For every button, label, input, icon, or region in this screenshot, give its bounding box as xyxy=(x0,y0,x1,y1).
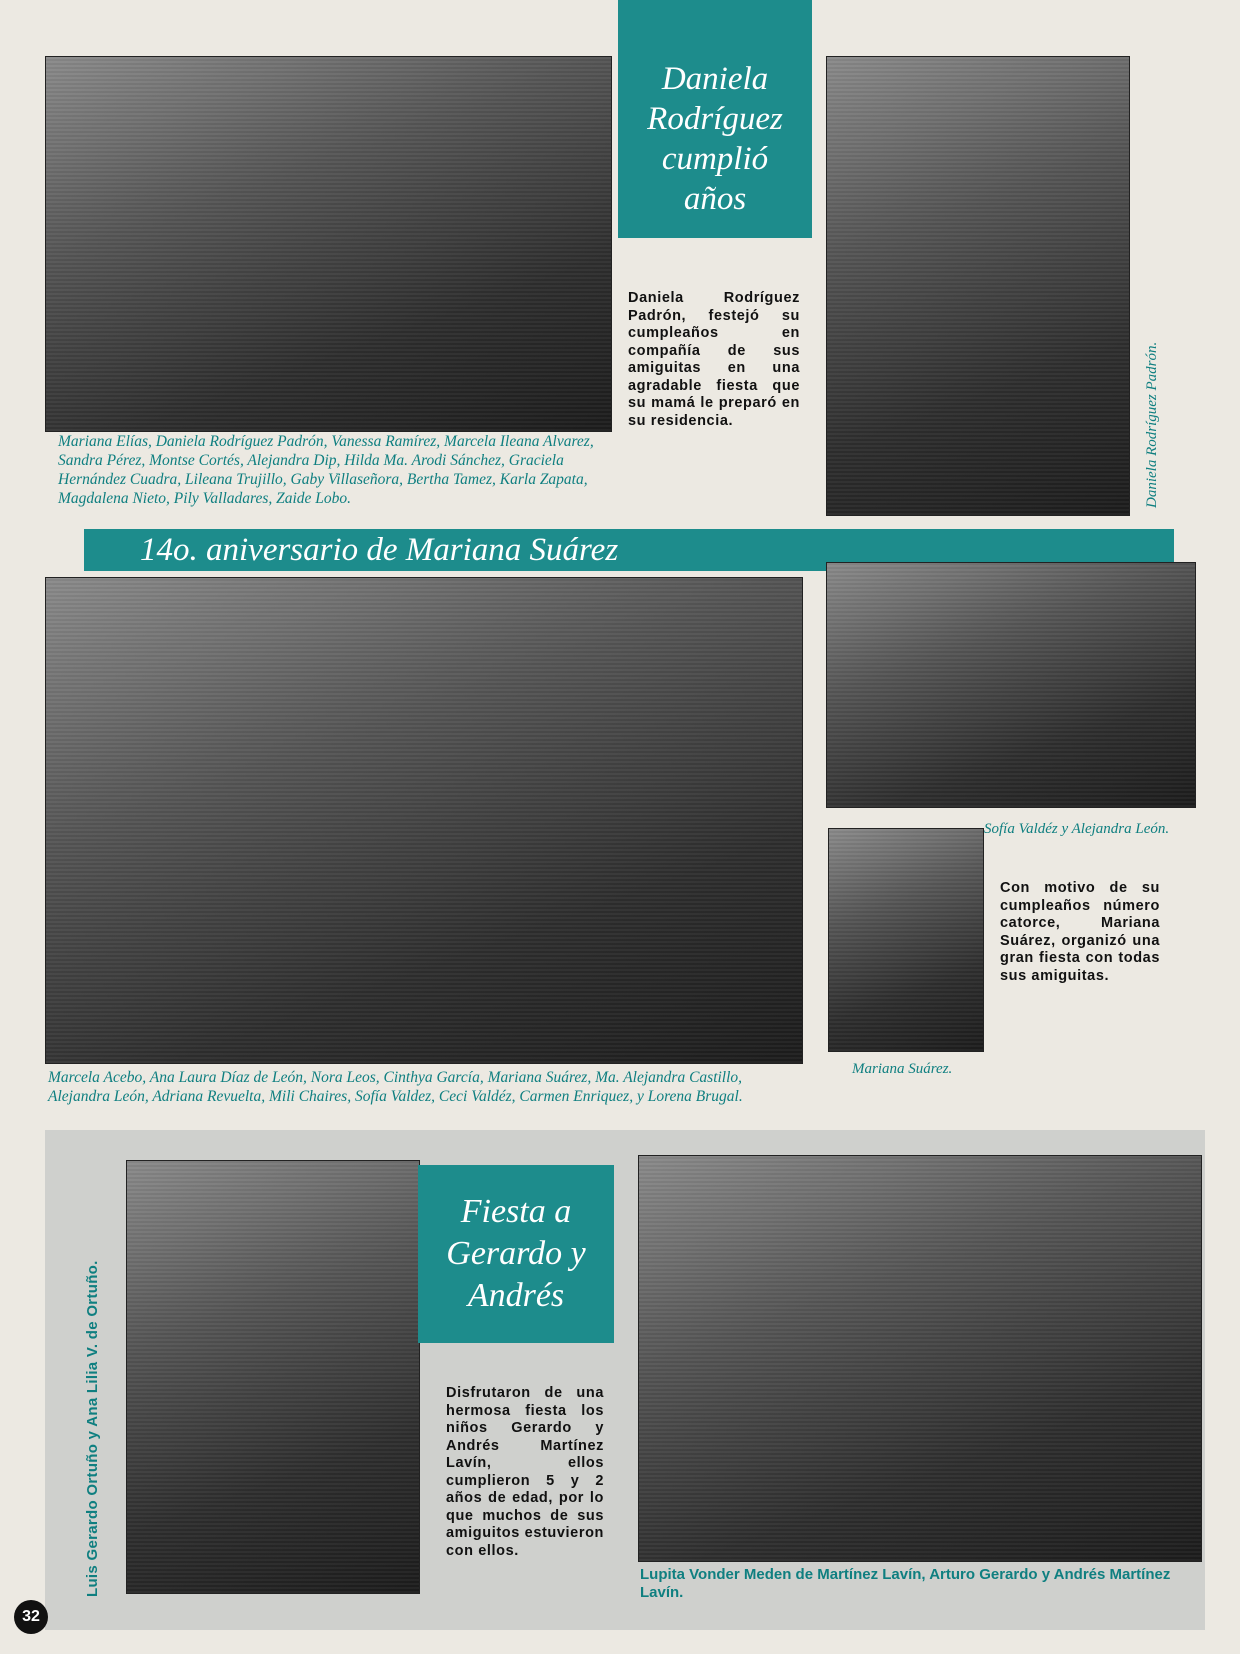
daniela-body-text: Daniela Rodríguez Padrón, festejó su cumpleaños en compañía de sus amiguitas en una agradable fiesta que su mamá le preparó en su residencia. xyxy=(628,290,800,429)
mariana-single-caption: Mariana Suárez. xyxy=(852,1061,953,1077)
mariana-body-text: Con motivo de su cumpleaños número catorce, Mariana Suárez, organizó una gran fiesta con todas sus amiguitas. xyxy=(1000,880,1160,984)
mariana-group-caption: Marcela Acebo, Ana Laura Díaz de León, Nora Leos, Cinthya García, Mariana Suárez, Ma. Alejandra Castillo, Alejandra León, Adriana Revuelta, Mili Chaires, Sofía Valdez, Ceci Valdéz, Carmen Enriquez, y Lorena Brugal. xyxy=(48,1069,743,1105)
group-photo-daniela-party xyxy=(45,56,612,432)
ortuno-vertical-caption: Luis Gerardo Ortuño y Ana Lilia V. de Ortuño. xyxy=(84,1260,101,1597)
ortuno-photo xyxy=(126,1160,420,1594)
daniela-portrait-photo xyxy=(826,56,1130,516)
pair-photo-sofia-alejandra xyxy=(826,562,1196,808)
gerardo-body-text: Disfrutaron de una hermosa fiesta los niños Gerardo y Andrés Martínez Lavín, ellos cumplieron 5 y 2 años de edad, por lo que muchos de sus amiguitos estuvieron con ellos. xyxy=(446,1385,604,1559)
mariana-single-photo xyxy=(828,828,984,1052)
group-photo-mariana-party xyxy=(45,577,803,1064)
page-number: 32 xyxy=(22,1608,40,1625)
gerardo-title: Fiesta a Gerardo y Andrés xyxy=(446,1193,586,1314)
mariana-title: 14o. aniversario de Mariana Suárez xyxy=(140,532,619,568)
daniela-group-caption: Mariana Elías, Daniela Rodríguez Padrón, Vanessa Ramírez, Marcela Ileana Alvarez, Sandra Pérez, Montse Cortés, Alejandra Dip, Hilda Ma. Arodi Sánchez, Graciela Hernández Cuadra, Lileana Trujillo, Gaby Villaseñora, Bertha Tamez, Karla Zapata, Magdalena Nieto, Pily Valladares, Zaide Lobo. xyxy=(58,433,594,507)
martinez-lavin-caption: Lupita Vonder Meden de Martínez Lavín, Arturo Gerardo y Andrés Martínez Lavín. xyxy=(640,1566,1171,1601)
gerardo-title-box xyxy=(418,1165,614,1343)
pair-caption: Sofía Valdéz y Alejandra León. xyxy=(984,821,1170,837)
page-number-badge xyxy=(14,1600,48,1634)
daniela-portrait-caption: Daniela Rodríguez Padrón. xyxy=(1144,341,1160,508)
daniela-title-box xyxy=(618,0,812,238)
martinez-lavin-photo xyxy=(638,1155,1202,1562)
daniela-title: Daniela Rodríguez cumplió años xyxy=(647,61,783,217)
